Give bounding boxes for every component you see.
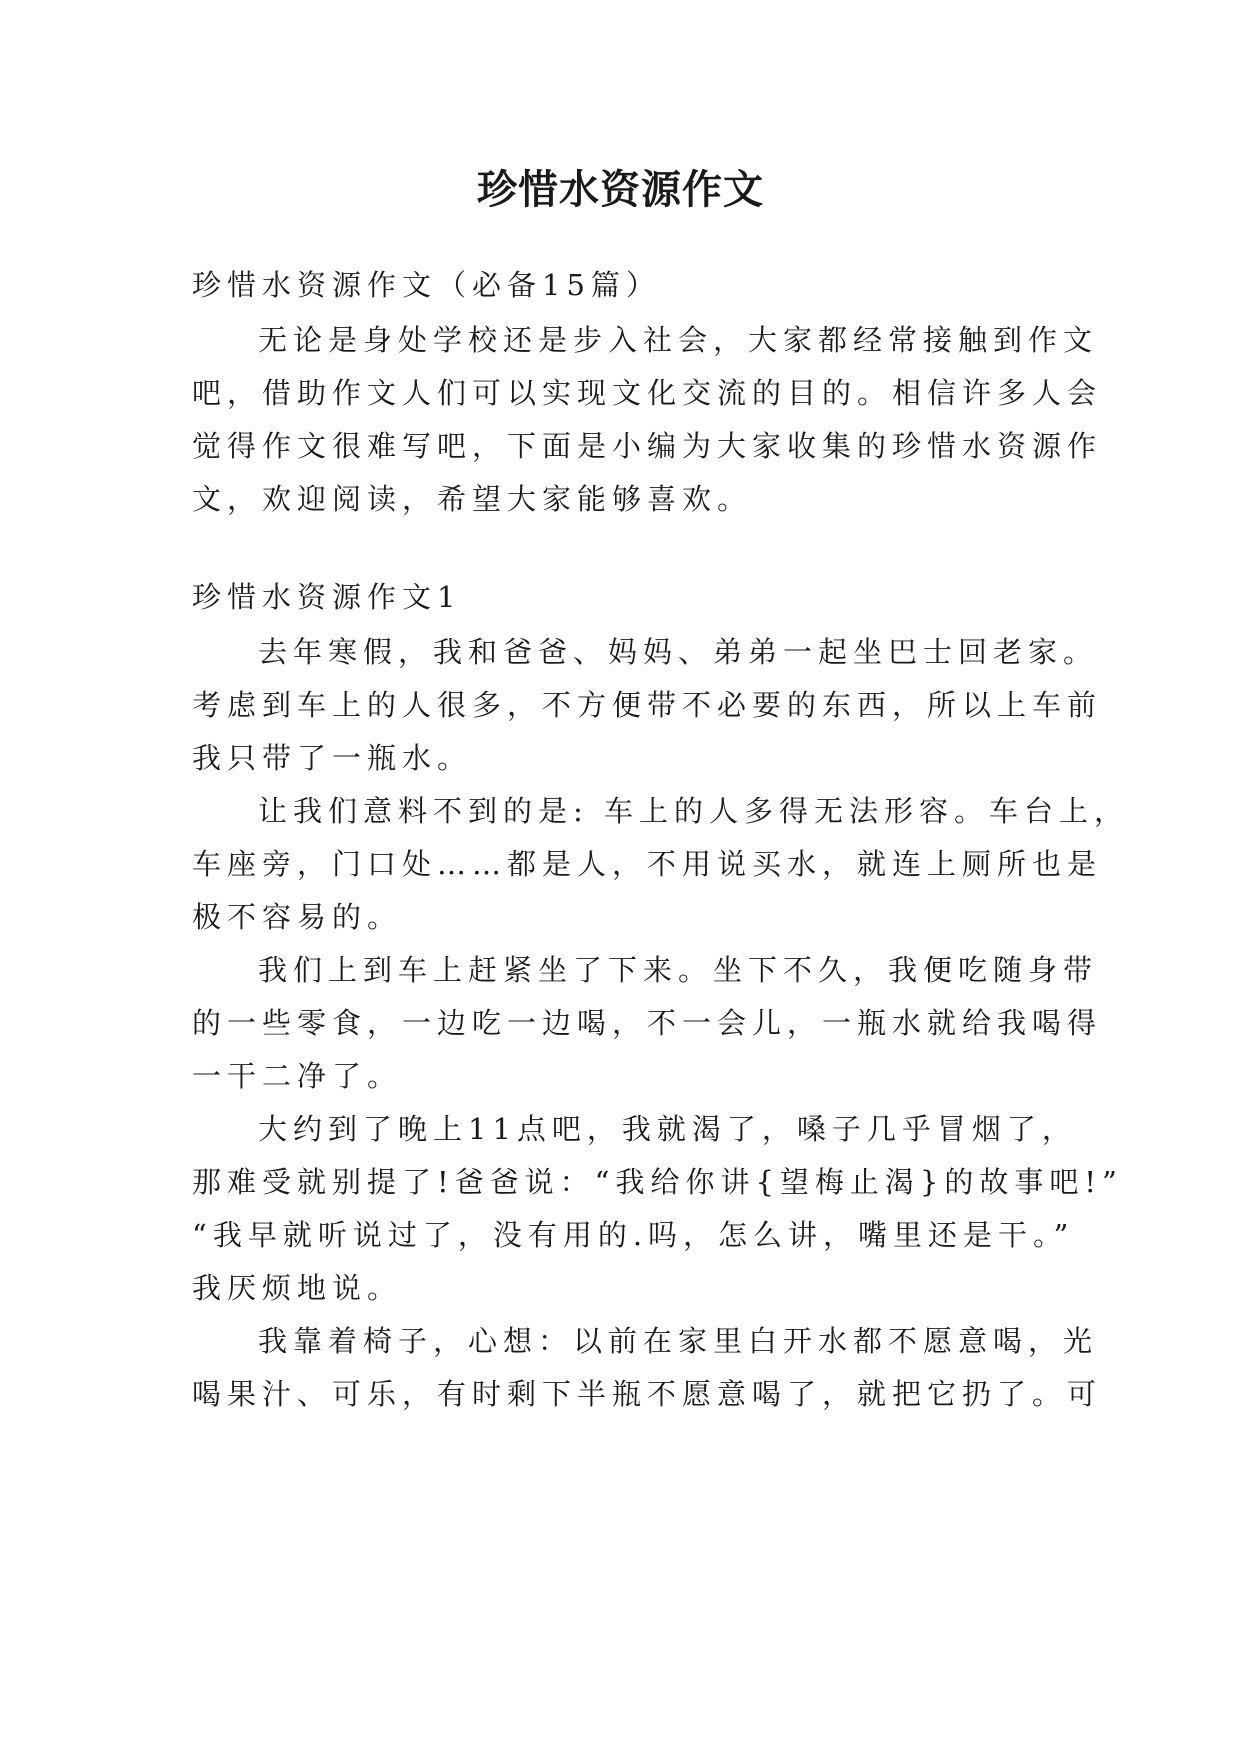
essay-line-2: 考虑到车上的人很多，不方便带不必要的东西，所以上车前 <box>192 688 1103 722</box>
essay-line-6: 极不容易的。 <box>192 900 403 934</box>
intro-line-2: 吧，借助作文人们可以实现文化交流的目的。相信许多人会 <box>192 376 1103 410</box>
essay-line-10: 大约到了晚上11点吧，我就渴了，嗓子几乎冒烟了， <box>258 1112 1077 1146</box>
essay-line-13: 我厌烦地说。 <box>192 1271 403 1305</box>
intro-line-3: 觉得作文很难写吧，下面是小编为大家收集的珍惜水资源作 <box>192 429 1103 463</box>
essay-line-15: 喝果汁、可乐，有时剩下半瓶不愿意喝了，就把它扔了。可 <box>192 1377 1103 1411</box>
essay-line-1: 去年寒假，我和爸爸、妈妈、弟弟一起坐巴士回老家。 <box>258 635 1099 669</box>
essay-line-11: 那难受就别提了!爸爸说：“我给你讲{望梅止渴}的故事吧!” <box>192 1165 1123 1199</box>
essay-line-3: 我只带了一瓶水。 <box>192 741 473 775</box>
essay-collection-heading: 珍惜水资源作文（必备15篇） <box>192 268 661 302</box>
essay-line-4: 让我们意料不到的是: 车上的人多得无法形容。车台上， <box>258 794 1129 828</box>
essay-line-12: “我早就听说过了，没有用的.吗，怎么讲，嘴里还是干。” <box>192 1218 1075 1252</box>
essay-line-5: 车座旁，门口处……都是人，不用说买水，就连上厕所也是 <box>192 847 1103 881</box>
intro-line-1: 无论是身处学校还是步入社会，大家都经常接触到作文 <box>258 323 1099 357</box>
intro-line-4: 文，欢迎阅读，希望大家能够喜欢。 <box>192 482 753 516</box>
essay-line-7: 我们上到车上赶紧坐了下来。坐下不久，我便吃随身带 <box>258 953 1099 987</box>
essay-1-heading: 珍惜水资源作文1 <box>192 580 462 614</box>
essay-line-8: 的一些零食，一边吃一边喝，不一会儿，一瓶水就给我喝得 <box>192 1006 1103 1040</box>
essay-line-9: 一干二净了。 <box>192 1059 403 1093</box>
document-title: 珍惜水资源作文 <box>477 166 764 213</box>
essay-line-14: 我靠着椅子，心想：以前在家里白开水都不愿意喝，光 <box>258 1324 1099 1358</box>
